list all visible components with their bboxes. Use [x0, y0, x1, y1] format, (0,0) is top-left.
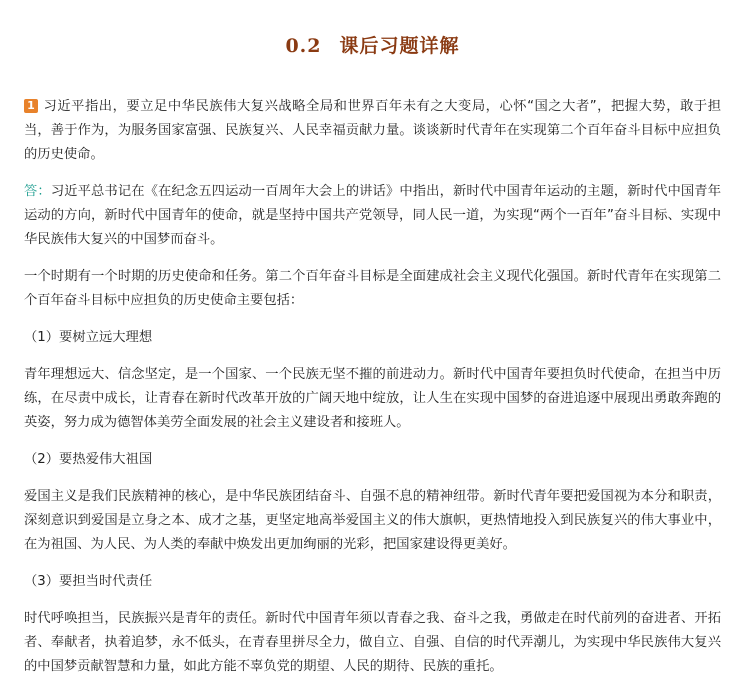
section-number: 0.2	[285, 35, 322, 57]
question-text: 习近平指出，要立足中华民族伟大复兴战略全局和世界百年未有之大变局，心怀“国之大者”，把握大势，敢于担当，善于作为，为服务国家富强、民族复兴、人民幸福贡献力量。谈谈新时代青年在实现第二个百年奋斗目标中应担负的历史使命。	[24, 99, 721, 162]
point-1-heading: （1）要树立远大理想	[24, 330, 153, 345]
answer-intro-paragraph	[24, 180, 721, 252]
question-paragraph	[24, 95, 721, 167]
answer-intro-text: 习近平总书记在《在纪念五四运动一百周年大会上的讲话》中指出，新时代中国青年运动的主题，新时代中国青年运动的方向，新时代中国青年的使命，就是坚持中国共产党领导，同人民一道，为实现“两个一百年”奋斗目标、实现中华民族伟大复兴的中国梦而奋斗。	[24, 184, 721, 247]
point-2-body: 爱国主义是我们民族精神的核心，是中华民族团结奋斗、自强不息的精神纽带。新时代青年要把爱国视为本分和职责，深刻意识到爱国是立身之本、成才之基，更坚定地高举爱国主义的伟大旗帜，更热情地投入到民族复兴的伟大事业中，在为祖国、为人民、为人类的奉献中焕发出更加绚丽的光彩，把国家建设得更美好。	[24, 489, 721, 552]
answer-label: 答：	[24, 184, 51, 199]
question-number-badge: 1	[24, 99, 38, 113]
point-3-body: 时代呼唤担当，民族振兴是青年的责任。新时代中国青年须以青春之我、奋斗之我，勇做走在时代前列的奋进者、开拓者、奉献者，执着追梦，永不低头，在青春里拼尽全力，做自立、自强、自信的时代弄潮儿，为实现中华民族伟大复兴的中国梦贡献智慧和力量，如此方能不辜负党的期望、人民的期待、民族的重托。	[24, 611, 721, 674]
point-2-heading: （2）要热爱伟大祖国	[24, 452, 153, 467]
point-3-heading: （3）要担当时代责任	[24, 574, 153, 589]
content	[24, 95, 721, 679]
section-title-text: 课后习题详解	[339, 35, 460, 57]
section-title	[24, 0, 721, 61]
point-1-body: 青年理想远大、信念坚定，是一个国家、一个民族无坚不摧的前进动力。新时代中国青年要担负时代使命，在担当中历练，在尽责中成长，让青春在新时代改革开放的广阔天地中绽放，让人生在实现中国梦的奋进追逐中展现出勇敢奔跑的英姿，努力成为德智体美劳全面发展的社会主义建设者和接班人。	[24, 367, 721, 430]
answer-overview: 一个时期有一个时期的历史使命和任务。第二个百年奋斗目标是全面建成社会主义现代化强国。新时代青年在实现第二个百年奋斗目标中应担负的历史使命主要包括：	[24, 269, 721, 308]
